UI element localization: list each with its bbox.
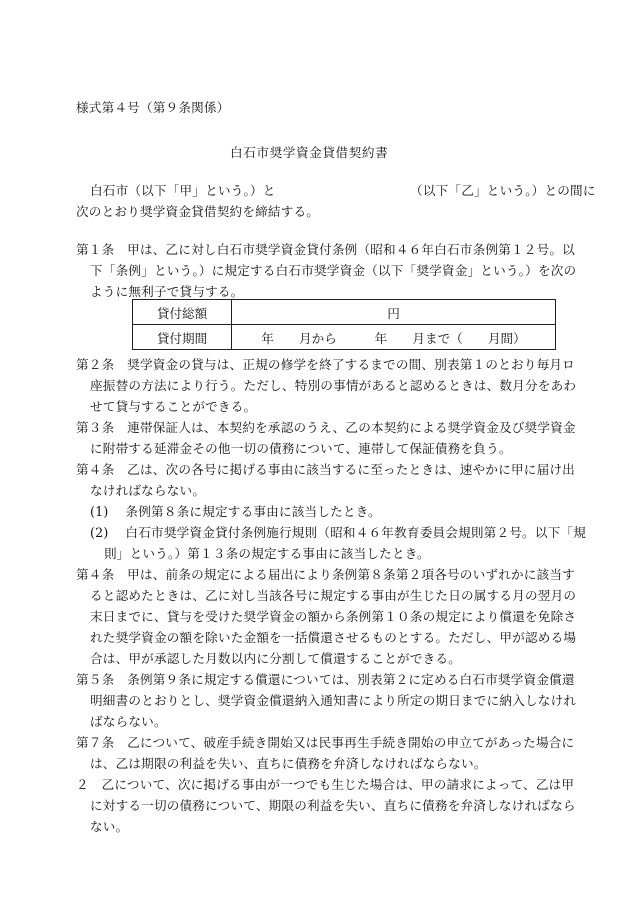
intro-line-1: 白石市（以下「甲」という。）と （以下「乙」という。）との間に [90,183,596,198]
article7-2-line-2: に対する一切の債務について、期限の利益を失い、直ちに債務を弁済しなければなら [90,798,576,813]
article4-line-2: なければならない。 [90,483,206,498]
article4b-line-2: ると認めたときは、乙に対し当該各号に規定する事由が生じた日の属する月の翌月の [90,588,577,603]
loan-period-value: 年 月から 年 月まで（ 月間） [232,325,556,350]
article5-line-3: ばならない。 [90,714,167,729]
article2-line-2: 座振替の方法により行う。ただし、特別の事情があると認めるときは、数月分をあわ [90,378,577,393]
article3-line-2: に附帯する延滞金その他一切の債務について、連帯して保証債務を負う。 [90,441,512,456]
loan-period-label: 貸付期間 [133,325,232,350]
article3-line-1: 第３条 連帯保証人は、本契約を承認のうえ、乙の本契約による奨学資金及び奨学資金 [76,420,576,435]
article7-line-2: は、乙は期限の利益を失い、直ちに債務を弁済しなければならない。 [90,756,487,771]
article4b-line-4: れた奨学資金の額を除いた金額を一括償還させるものとする。ただし、甲が認める場 [90,630,577,645]
article1-line-2: 下「条例」という。）に規定する白石市奨学資金（以下「奨学資金」という。）を次の [90,263,577,278]
item2-line-2: 則」という。）第１３条の規定する事由に該当したとき。 [104,546,430,561]
article4b-line-5: 合は、甲が承認した月数以内に分割して償還することができる。 [90,651,462,666]
loan-total-label: 貸付総額 [133,300,232,325]
article4-line-1: 第４条 乙は、次の各号に掲げる事由に該当するに至ったときは、速やかに甲に届け出 [76,462,575,477]
form-header: 様式第４号（第９条関係） [76,100,230,115]
article7-2-line-3: ない。 [90,819,129,834]
article7-line-1: 第７条 乙について、破産手続き開始又は民事再生手続き開始の申立てがあった場合に [76,735,575,750]
loan-total-value: 円 [232,300,556,325]
item1-line: (1) 条例第８条に規定する事由に該当したとき。 [90,504,381,519]
item2-line-1: (2) 白石市奨学資金貸付条例施行規則（昭和４６年教育委員会規則第２号。以下「規 [90,525,587,540]
article2-line-1: 第２条 奨学資金の貸与は、正規の修学を終了するまでの間、別表第１のとおり毎月ロ [76,357,575,372]
document-title: 白石市奨学資金貸借契約書 [230,145,389,160]
article4b-line-1: 第４条 甲は、前条の規定による届出により条例第８条第２項各号のいずれかに該当す [76,567,575,582]
loan-table [132,299,556,350]
article2-line-3: せて貸与することができる。 [90,399,257,414]
article1-line-3: ように無利子で貸与する。 [90,284,244,299]
article4b-line-3: 末日までに、貸与を受けた奨学資金の額から条例第１０条の規定により償還を免除さ [90,609,577,624]
loan-period-row [133,325,556,350]
article5-line-2: 明細書のとおりとし、奨学資金償還納入通知書により所定の期日までに納入しなけれ [90,693,577,708]
article1-line-1: 第１条 甲は、乙に対し白石市奨学資金貸付条例（昭和４６年白石市条例第１２号。以 [76,242,575,257]
article7-2-line-1: ２ 乙について、次に掲げる事由が一つでも生じた場合は、甲の請求によって、乙は甲 [76,777,575,792]
article5-line-1: 第５条 条例第９条に規定する償還については、別表第２に定める白石市奨学資金償還 [76,672,575,687]
intro-line-2: 次のとおり奨学資金貸借契約を締結する。 [76,204,320,219]
loan-total-row [133,300,556,325]
